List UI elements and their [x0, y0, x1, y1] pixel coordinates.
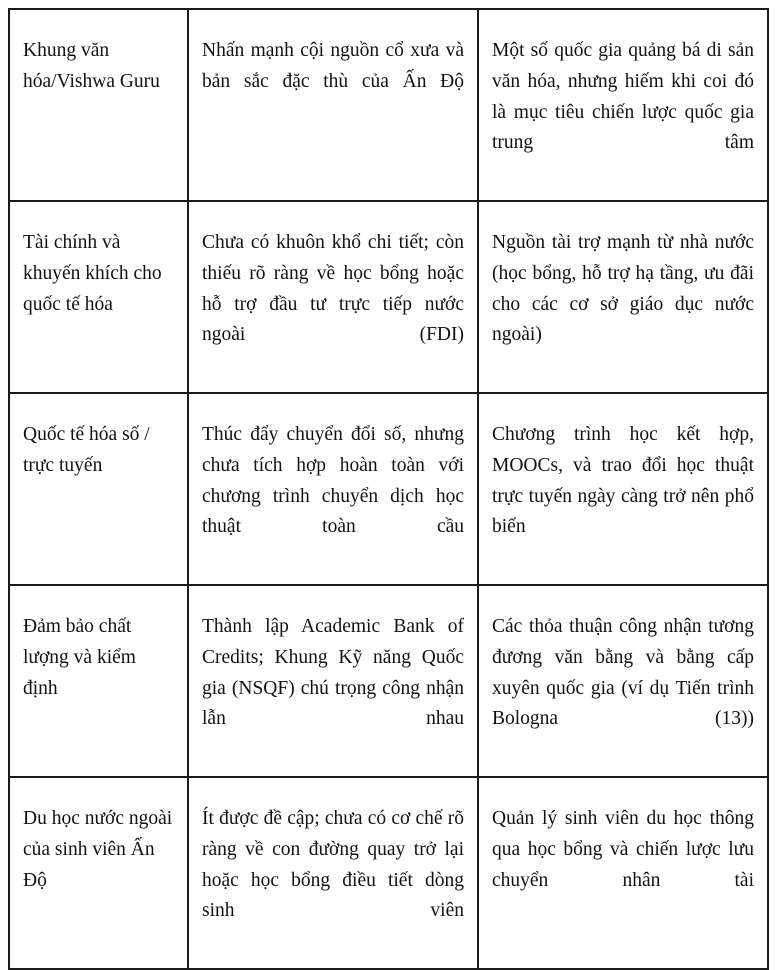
- cell-aspect: Quốc tế hóa số / trực tuyến: [9, 393, 188, 585]
- table-row: [9, 585, 768, 777]
- cell-india: Nhấn mạnh cội nguồn cổ xưa và bản sắc đặc thù của Ấn Độ: [188, 9, 478, 201]
- cell-global: Quản lý sinh viên du học thông qua học bổng và chiến lược lưu chuyển nhân tài: [478, 777, 768, 969]
- table-body: [9, 9, 768, 969]
- cell-india: Chưa có khuôn khổ chi tiết; còn thiếu rõ ràng về học bổng hoặc hỗ trợ đầu tư trực tiếp nước ngoài (FDI): [188, 201, 478, 393]
- cell-global: Các thỏa thuận công nhận tương đương văn bằng và bằng cấp xuyên quốc gia (ví dụ Tiến trình Bologna (13)): [478, 585, 768, 777]
- table-row: [9, 777, 768, 969]
- cell-aspect: Du học nước ngoài của sinh viên Ấn Độ: [9, 777, 188, 969]
- cell-aspect: Tài chính và khuyến khích cho quốc tế hóa: [9, 201, 188, 393]
- cell-aspect: Đảm bảo chất lượng và kiểm định: [9, 585, 188, 777]
- table-row: [9, 9, 768, 201]
- cell-india: Thành lập Academic Bank of Credits; Khung Kỹ năng Quốc gia (NSQF) chú trọng công nhận lẫn nhau: [188, 585, 478, 777]
- comparison-table: [8, 8, 769, 970]
- cell-aspect: Khung văn hóa/Vishwa Guru: [9, 9, 188, 201]
- cell-global: Một số quốc gia quảng bá di sản văn hóa, nhưng hiếm khi coi đó là mục tiêu chiến lược quốc gia trung tâm: [478, 9, 768, 201]
- cell-global: Chương trình học kết hợp, MOOCs, và trao đổi học thuật trực tuyến ngày càng trở nên phổ biến: [478, 393, 768, 585]
- cell-india: Ít được đề cập; chưa có cơ chế rõ ràng về con đường quay trở lại hoặc học bổng điều tiết dòng sinh viên: [188, 777, 478, 969]
- table-row: [9, 201, 768, 393]
- cell-global: Nguồn tài trợ mạnh từ nhà nước (học bổng, hỗ trợ hạ tầng, ưu đãi cho các cơ sở giáo dục nước ngoài): [478, 201, 768, 393]
- table-row: [9, 393, 768, 585]
- cell-india: Thúc đẩy chuyển đổi số, nhưng chưa tích hợp hoàn toàn với chương trình chuyển dịch học thuật toàn cầu: [188, 393, 478, 585]
